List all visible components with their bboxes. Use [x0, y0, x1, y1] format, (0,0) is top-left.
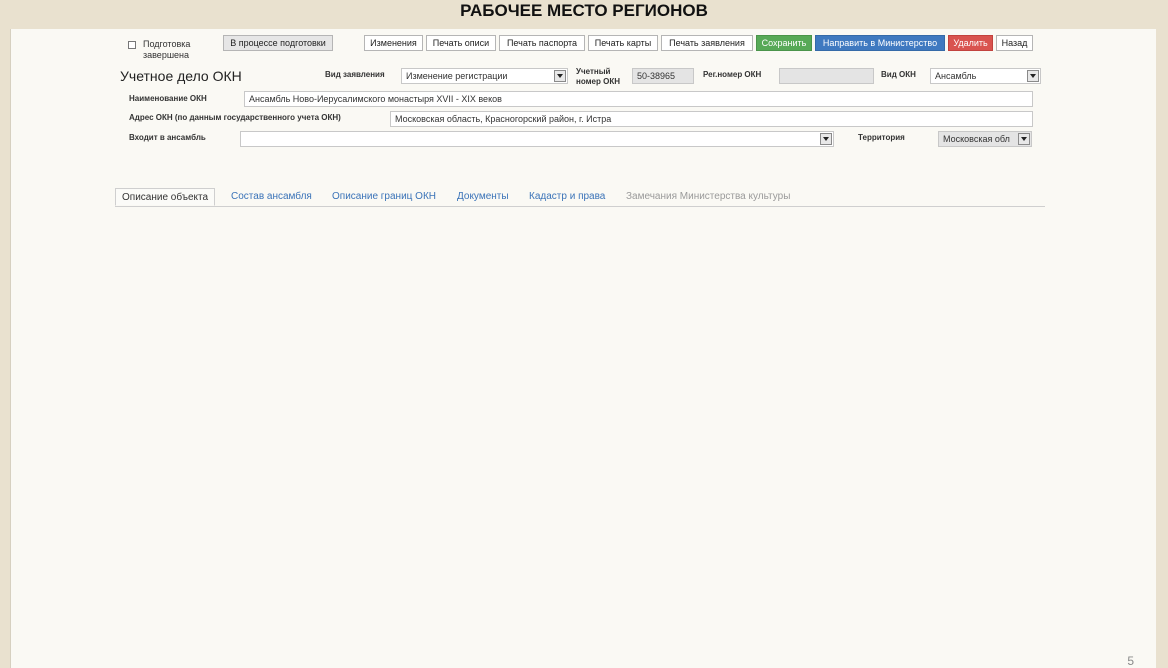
reg-no-label: Рег.номер ОКН — [703, 70, 762, 79]
back-button[interactable]: Назад — [996, 35, 1033, 51]
save-button[interactable]: Сохранить — [756, 35, 812, 51]
app-type-value: Изменение регистрации — [406, 71, 508, 81]
tab-ministry-remarks[interactable]: Замечания Министерства культуры — [626, 191, 791, 202]
print-application-button[interactable]: Печать заявления — [661, 35, 753, 51]
territory-label: Территория — [858, 133, 905, 142]
territory-value: Московская обл — [943, 134, 1010, 144]
prep-done-label: Подготовка завершена — [143, 39, 191, 60]
page-number: 5 — [1127, 654, 1134, 668]
tab-cadastre[interactable]: Кадастр и права — [529, 191, 606, 202]
page-title: Учетное дело ОКН — [120, 68, 242, 84]
tab-divider — [115, 206, 1045, 207]
okn-name-label: Наименование ОКН — [129, 94, 207, 103]
okn-record-window — [10, 29, 1156, 668]
chevron-down-icon — [554, 70, 566, 82]
app-type-label: Вид заявления — [325, 70, 385, 79]
territory-select[interactable] — [938, 131, 1032, 147]
okn-name-field[interactable]: Ансамбль Ново-Иерусалимского монастыря XVII - XIX веков — [244, 91, 1033, 107]
delete-button[interactable]: Удалить — [948, 35, 993, 51]
slide-title: РАБОЧЕЕ МЕСТО РЕГИОНОВ — [460, 1, 708, 20]
okn-address-label: Адрес ОКН (по данным государственного учета ОКН) — [129, 113, 341, 122]
okn-kind-label: Вид ОКН — [881, 70, 916, 79]
okn-kind-select[interactable] — [930, 68, 1041, 84]
ensemble-label: Входит в ансамбль — [129, 133, 206, 142]
print-map-button[interactable]: Печать карты — [588, 35, 658, 51]
account-no-field[interactable]: 50-38965 — [632, 68, 694, 84]
app-type-select[interactable] — [401, 68, 568, 84]
chevron-down-icon — [1027, 70, 1039, 82]
tab-object-description[interactable]: Описание объекта — [115, 188, 215, 206]
okn-address-field[interactable]: Московская область, Красногорский район, г. Истра — [390, 111, 1033, 127]
print-passport-button[interactable]: Печать паспорта — [499, 35, 585, 51]
status-button[interactable]: В процессе подготовки — [223, 35, 333, 51]
print-inventory-button[interactable]: Печать описи — [426, 35, 496, 51]
tab-ensemble-composition[interactable]: Состав ансамбля — [231, 191, 312, 202]
send-to-ministry-button[interactable]: Направить в Министерство — [815, 35, 945, 51]
okn-kind-value: Ансамбль — [935, 71, 977, 81]
tab-documents[interactable]: Документы — [457, 191, 509, 202]
chevron-down-icon — [820, 133, 832, 145]
ensemble-select[interactable] — [240, 131, 834, 147]
prep-done-checkbox[interactable] — [128, 41, 136, 49]
chevron-down-icon — [1018, 133, 1030, 145]
tab-boundaries[interactable]: Описание границ ОКН — [332, 191, 436, 202]
reg-no-field[interactable] — [779, 68, 874, 84]
changes-button[interactable]: Изменения — [364, 35, 423, 51]
account-no-label: Учетный номер ОКН — [576, 67, 620, 86]
